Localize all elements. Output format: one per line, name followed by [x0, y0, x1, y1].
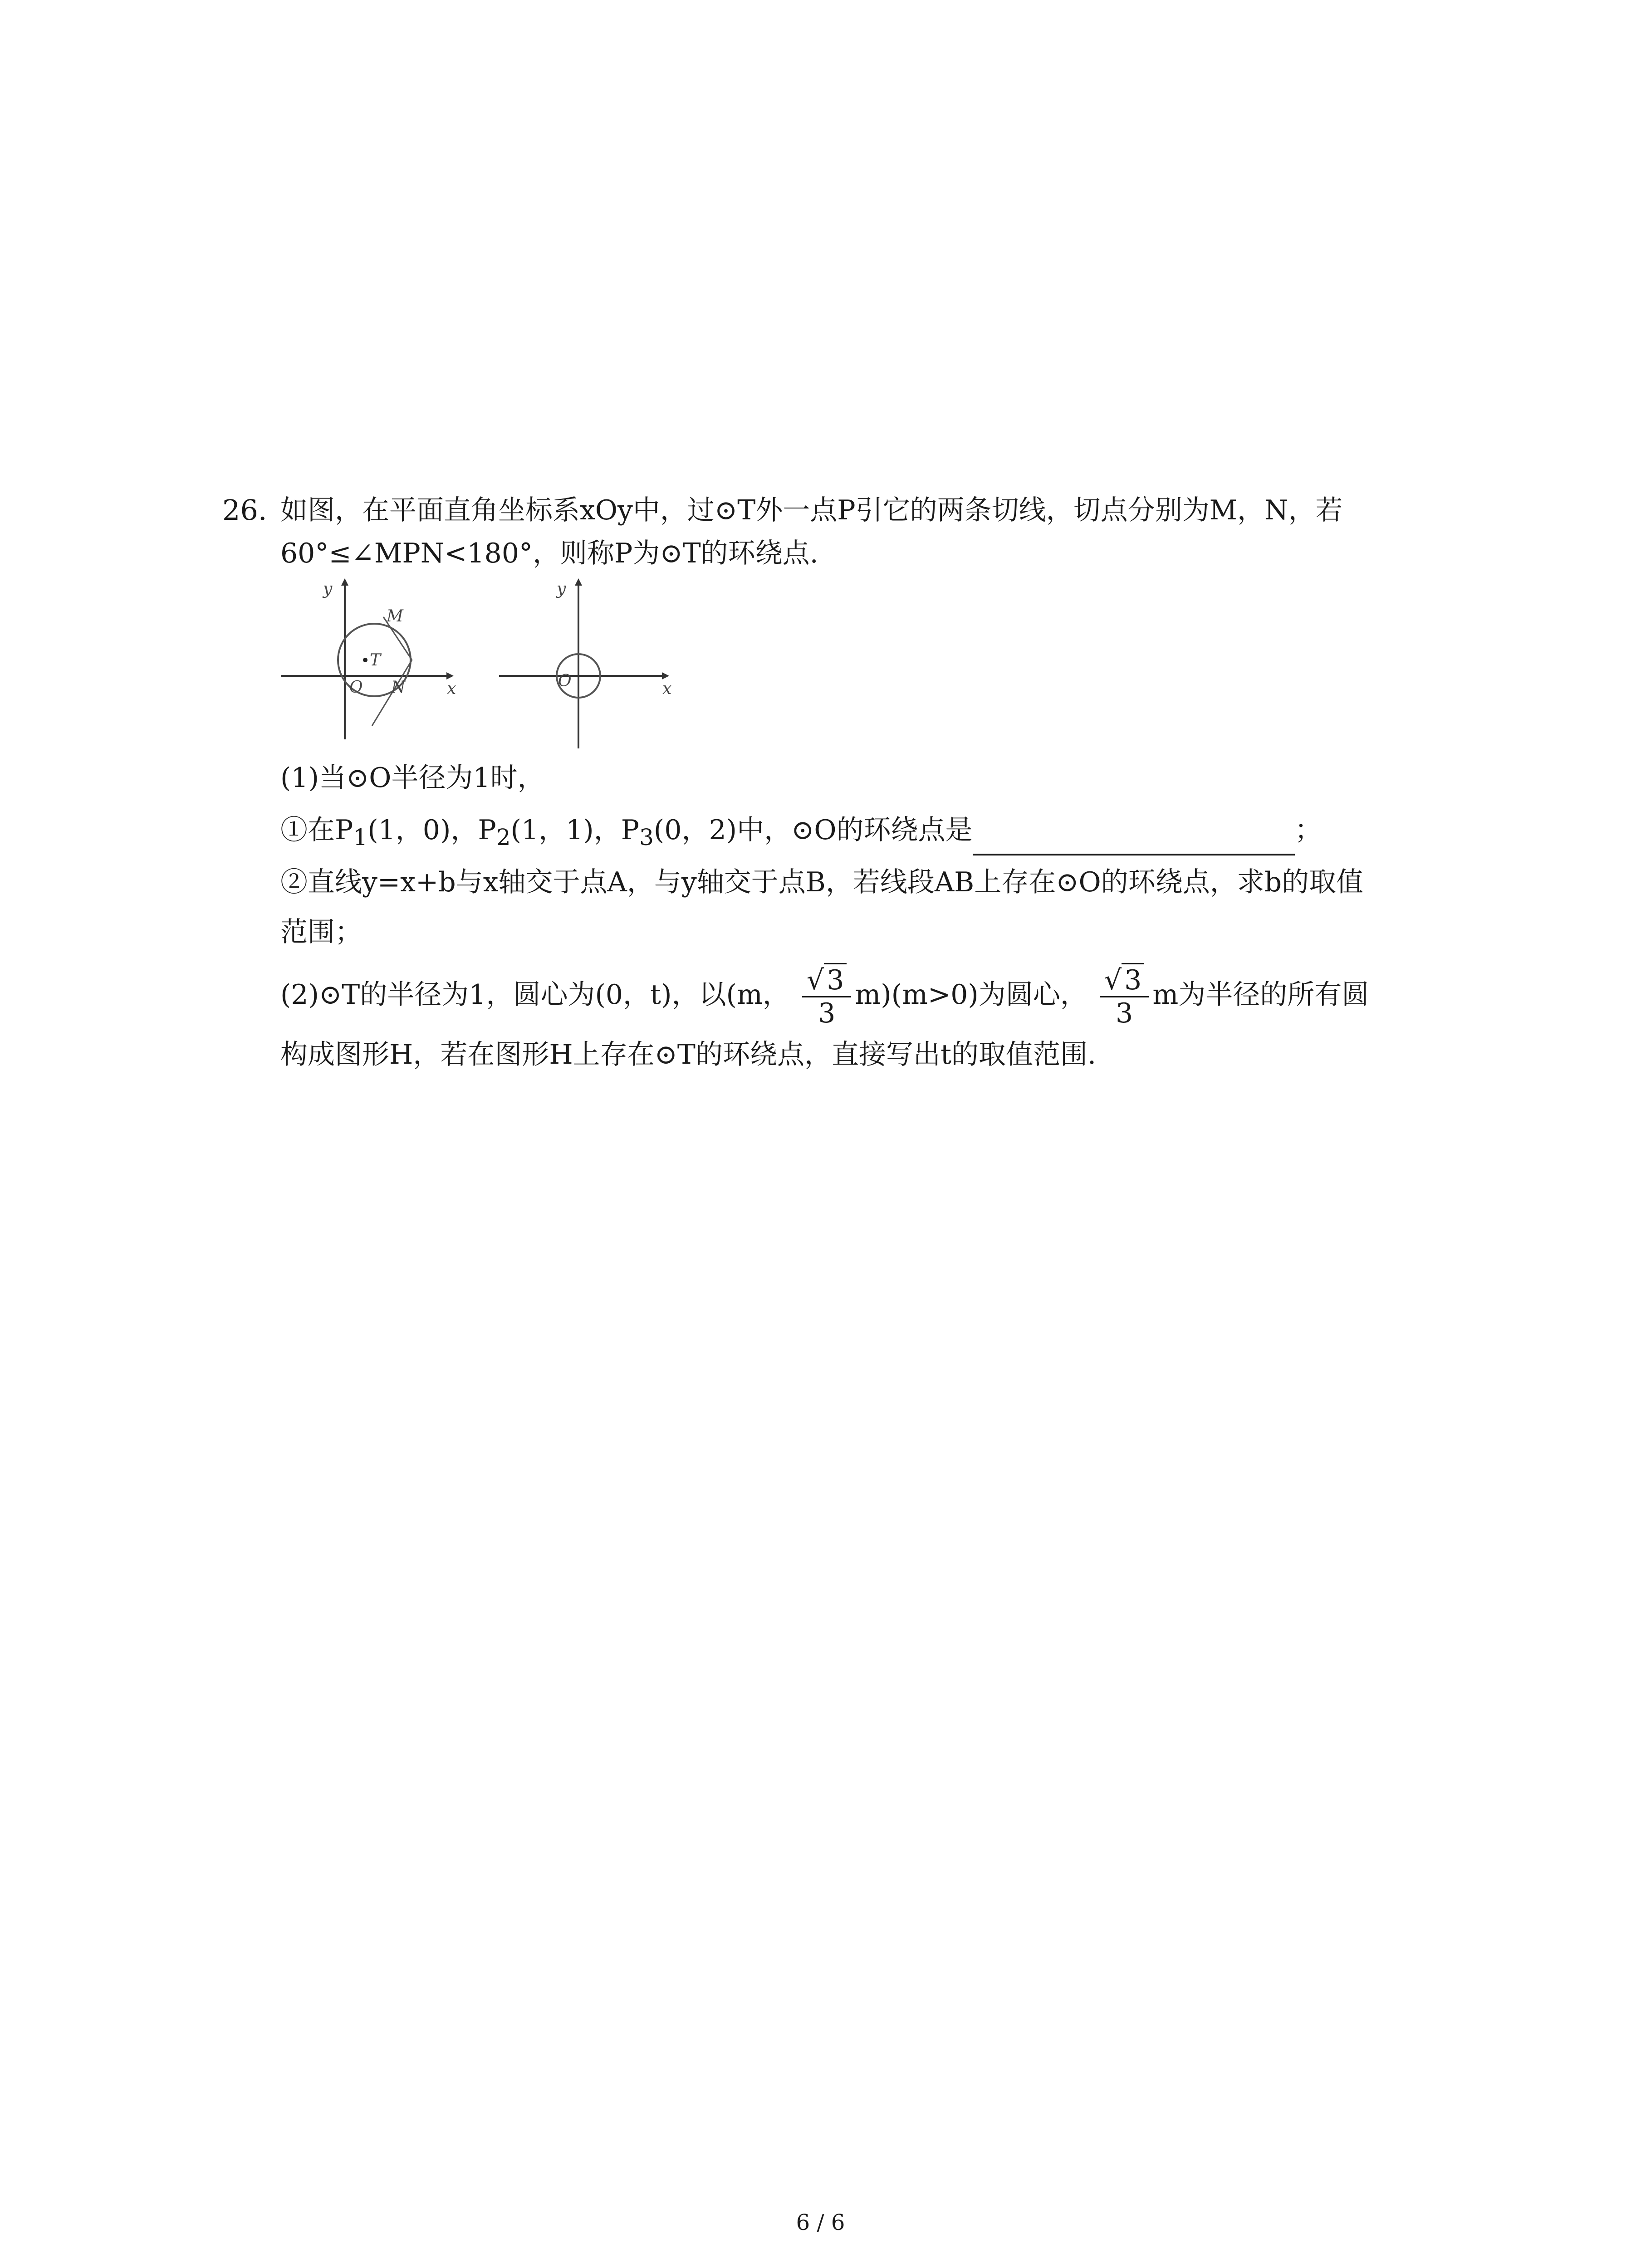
x-axis-arrow	[446, 672, 454, 679]
part-1-a-text: (0，2)中，⊙O的环绕点是	[653, 814, 973, 846]
fraction-sqrt3-over-3	[802, 966, 851, 1027]
part-1-a	[280, 812, 1322, 855]
x-axis-arrow	[662, 672, 669, 679]
fraction-numerator: √ 3	[802, 966, 851, 997]
label-o: O	[349, 678, 363, 697]
fraction-denominator: 3	[1116, 997, 1133, 1029]
label-x: x	[447, 679, 456, 698]
part-2-line-1	[280, 966, 1369, 1027]
part-2-line-2: 构成图形H，若在图形H上存在⊙T的环绕点，直接写出t的取值范围.	[280, 1039, 1097, 1070]
part-2-text: m)(m>0)为圆心，	[855, 979, 1087, 1011]
label-y: y	[557, 580, 566, 598]
subscript-2: 2	[496, 824, 511, 850]
part-1-a-text: ①在P	[280, 814, 353, 846]
question-number: 26.	[222, 494, 267, 527]
subscript-1: 1	[353, 824, 368, 850]
part-1-b-line-1: ②直线y=x+b与x轴交于点A，与y轴交于点B，若线段AB上存在⊙O的环绕点，求b的取值	[280, 866, 1364, 898]
label-y: y	[323, 580, 333, 598]
part-1-a-text: (1，1)，P	[510, 814, 640, 846]
y-axis-arrow	[575, 578, 582, 586]
label-t: T	[370, 651, 381, 670]
subscript-3: 3	[639, 824, 654, 850]
part-2-text: (2)⊙T的半径为1，圆心为(0，t)，以(m，	[280, 979, 790, 1011]
figure-circle-o	[495, 574, 685, 755]
label-x: x	[662, 679, 672, 698]
center-t-dot	[363, 658, 367, 662]
question-stem-line-2: 60°≤∠MPN<180°，则称P为⊙T的环绕点.	[280, 538, 818, 569]
label-n: N	[391, 678, 406, 697]
figure-circle-t-tangents	[272, 574, 463, 746]
part-1-b-line-2: 范围；	[280, 916, 362, 948]
fraction-sqrt3-over-3	[1100, 966, 1149, 1027]
label-m: M	[387, 607, 403, 626]
label-o: O	[558, 672, 572, 690]
sqrt-radicand: 3	[1122, 963, 1144, 996]
page-number: 6 / 6	[796, 2210, 845, 2235]
sqrt-radicand: 3	[824, 963, 847, 996]
fraction-numerator: √ 3	[1100, 966, 1149, 997]
question-stem-line-1: 如图，在平面直角坐标系xOy中，过⊙T外一点P引它的两条切线，切点分别为M，N，若	[280, 494, 1343, 526]
part-1-a-end: ；	[1294, 814, 1322, 846]
part-1-intro: (1)当⊙O半径为1时，	[280, 762, 545, 794]
part-2-text: m为半径的所有圆	[1152, 979, 1369, 1011]
part-1-a-text: (1，0)，P	[367, 814, 496, 846]
y-axis-arrow	[341, 578, 348, 586]
fraction-denominator: 3	[818, 997, 836, 1029]
answer-blank	[973, 827, 1295, 855]
